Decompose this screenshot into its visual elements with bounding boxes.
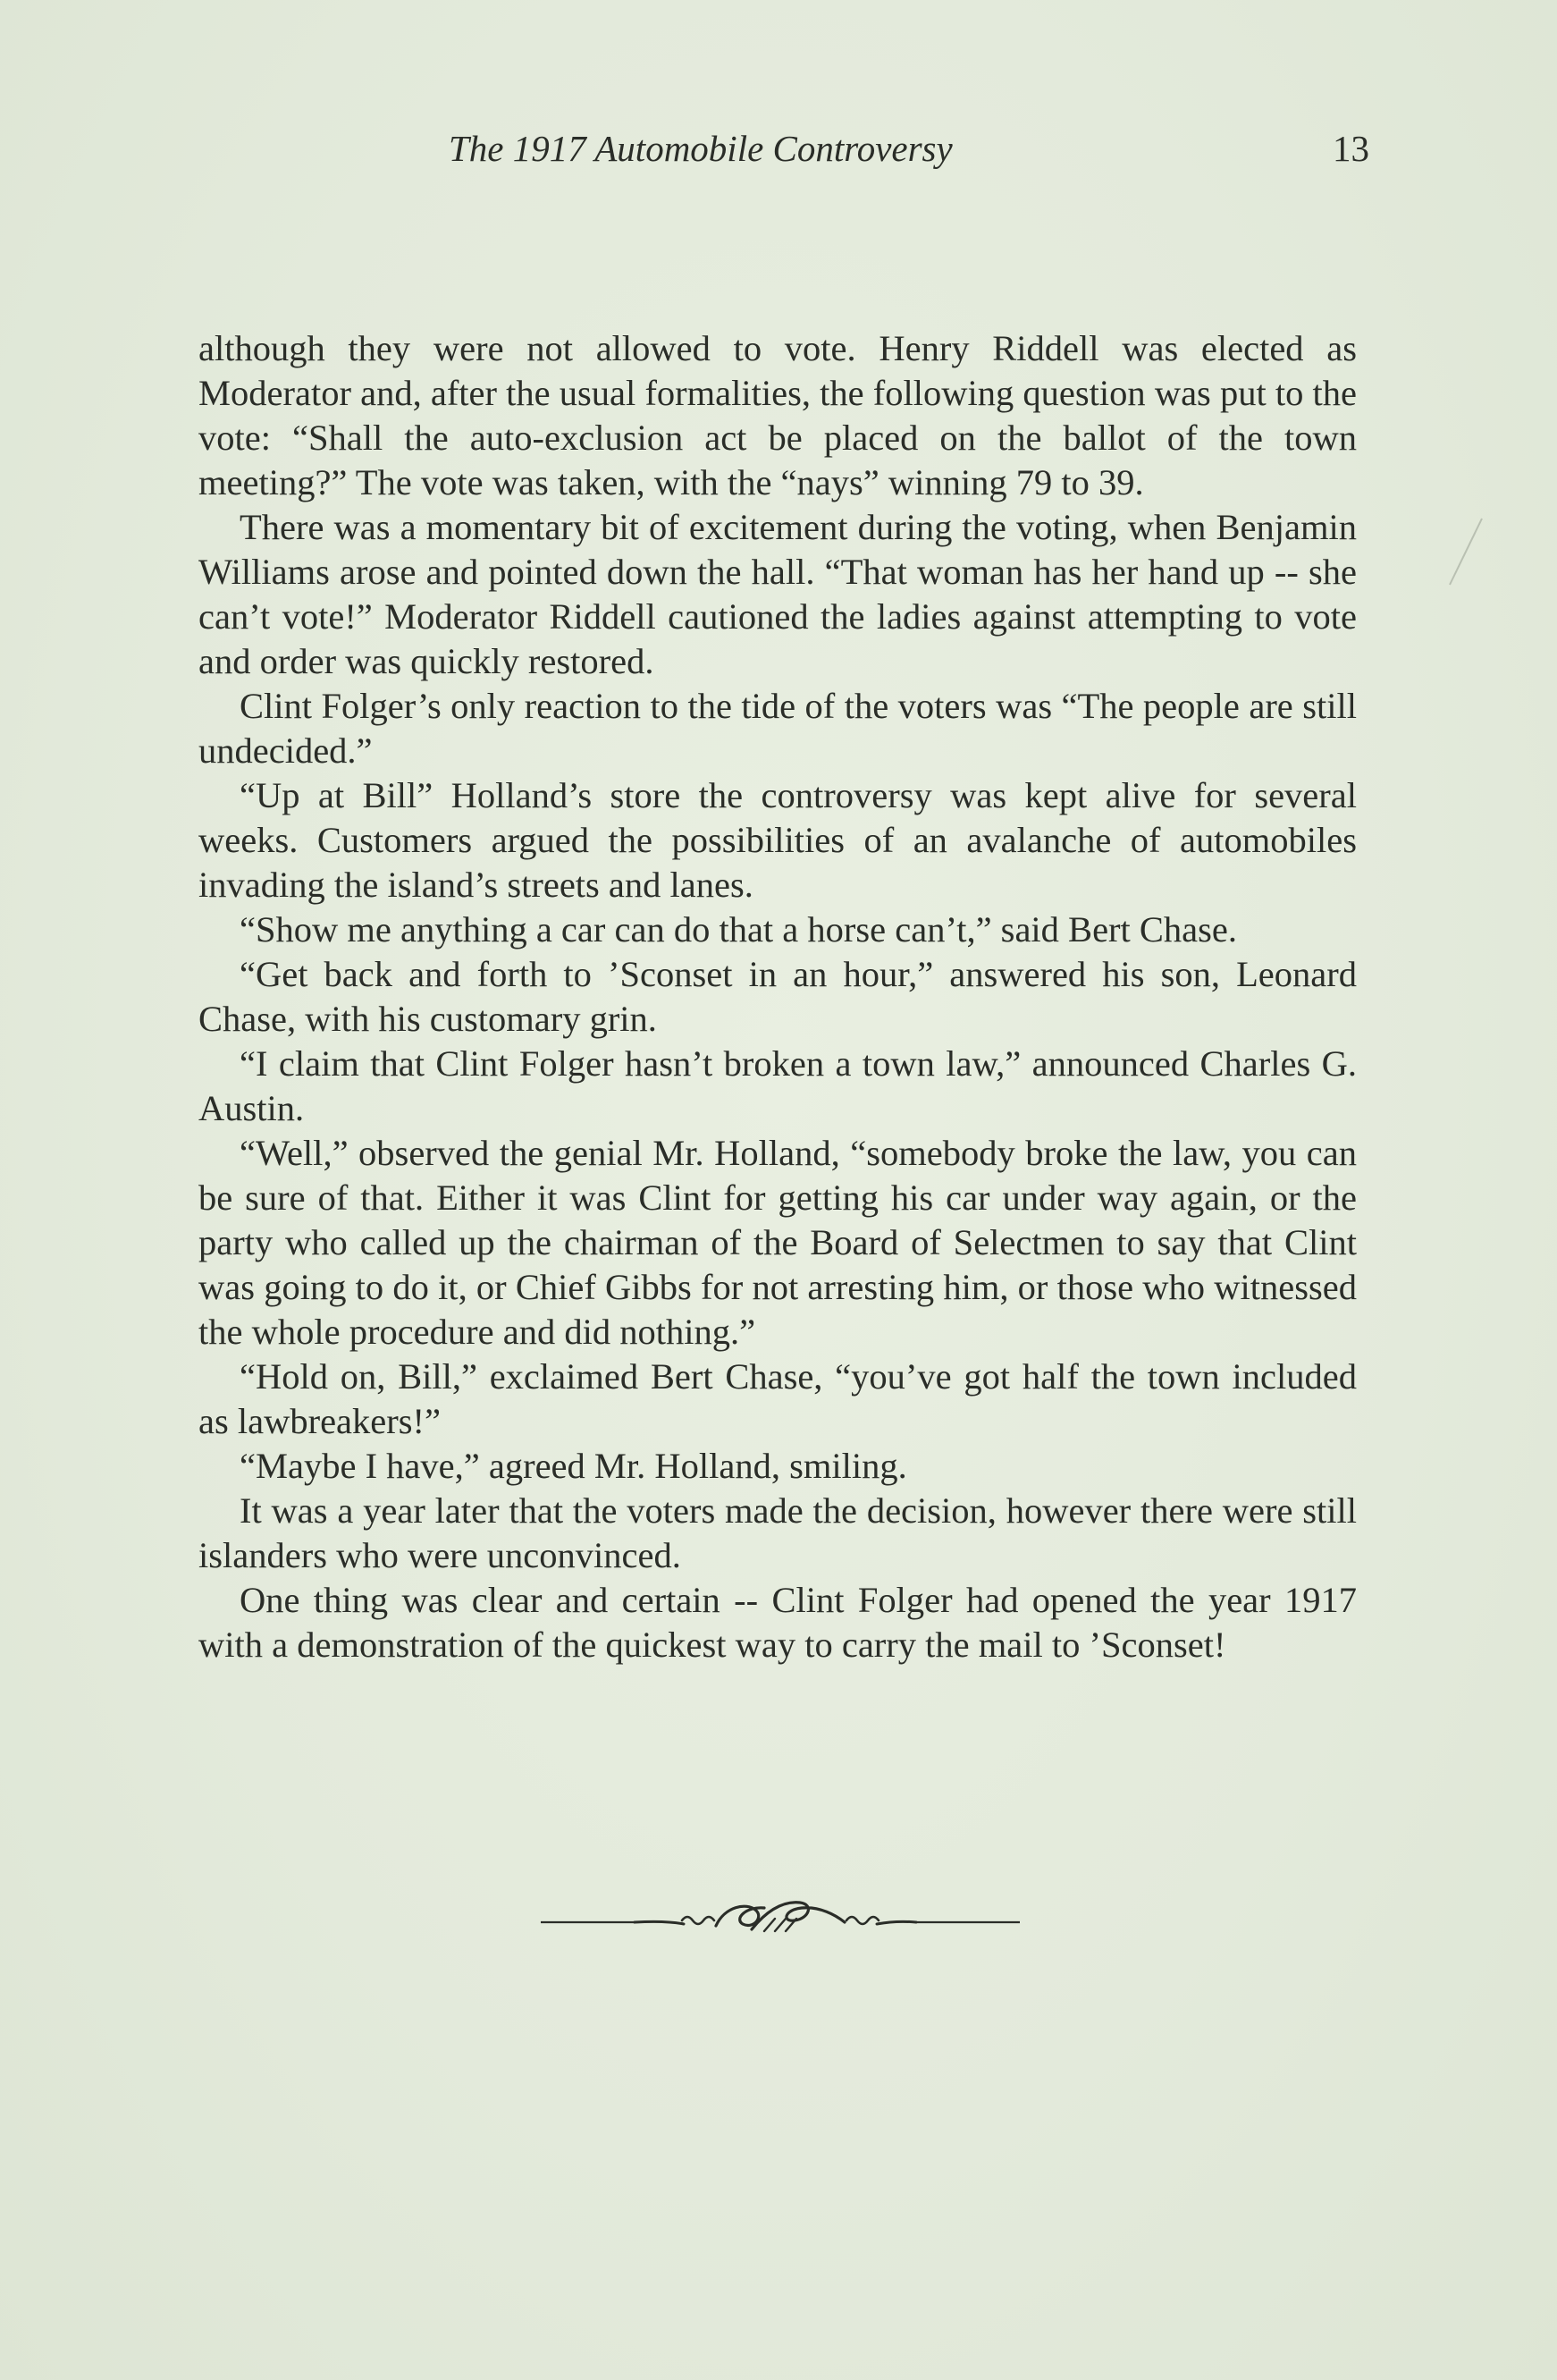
paragraph: “Up at Bill” Holland’s store the controversy was kept alive for several weeks. Customers argued the possibilities of an avalanche of automobiles invading the island’s streets and lanes.: [198, 775, 1357, 905]
running-title: The 1917 Automobile Controversy: [449, 128, 953, 169]
body-text: [198, 326, 1357, 1667]
flourish-divider-icon: [541, 1894, 1020, 1938]
paragraph: “Hold on, Bill,” exclaimed Bert Chase, “you’ve got half the town included as lawbreakers!”: [198, 1356, 1357, 1441]
page-number: 13: [1333, 128, 1369, 169]
paragraph: “Show me anything a car can do that a horse can’t,” said Bert Chase.: [240, 909, 1238, 949]
paragraph: “Well,” observed the genial Mr. Holland, “somebody broke the law, you can be sure of that. Either it was Clint for getting his car under way again, or the party who called up the chairman of the Board of Selectmen to say that Clint was going to do it, or Chief Gibbs for not arresting him, or those who witnessed the whole procedure and did nothing.”: [198, 1133, 1357, 1352]
paragraph: “Get back and forth to ’Sconset in an hour,” answered his son, Leonard Chase, with his customary grin.: [198, 954, 1357, 1039]
paragraph: Clint Folger’s only reaction to the tide of the voters was “The people are still undecided.”: [198, 686, 1357, 771]
paragraph: “I claim that Clint Folger hasn’t broken a town law,” announced Charles G. Austin.: [198, 1043, 1357, 1128]
paragraph: although they were not allowed to vote. Henry Riddell was elected as Moderator and, after the usual formalities, the following question was put to the vote: “Shall the auto-exclusion act be placed on the ballot of the town meeting?” The vote was taken, with the “nays” winning 79 to 39.: [198, 328, 1357, 502]
paragraph: One thing was clear and certain -- Clint Folger had opened the year 1917 with a demonstration of the quickest way to carry the mail to ’Sconset!: [198, 1580, 1357, 1665]
stray-pencil-mark: [1448, 517, 1484, 587]
paragraph: There was a momentary bit of excitement during the voting, when Benjamin Williams arose and pointed down the hall. “That woman has her hand up -- she can’t vote!” Moderator Riddell cautioned the ladies against attempting to vote and order was quickly restored.: [198, 507, 1357, 681]
paragraph: It was a year later that the voters made the decision, however there were still islanders who were unconvinced.: [198, 1490, 1357, 1575]
running-head: [198, 127, 1369, 181]
paragraph: “Maybe I have,” agreed Mr. Holland, smiling.: [240, 1446, 907, 1486]
